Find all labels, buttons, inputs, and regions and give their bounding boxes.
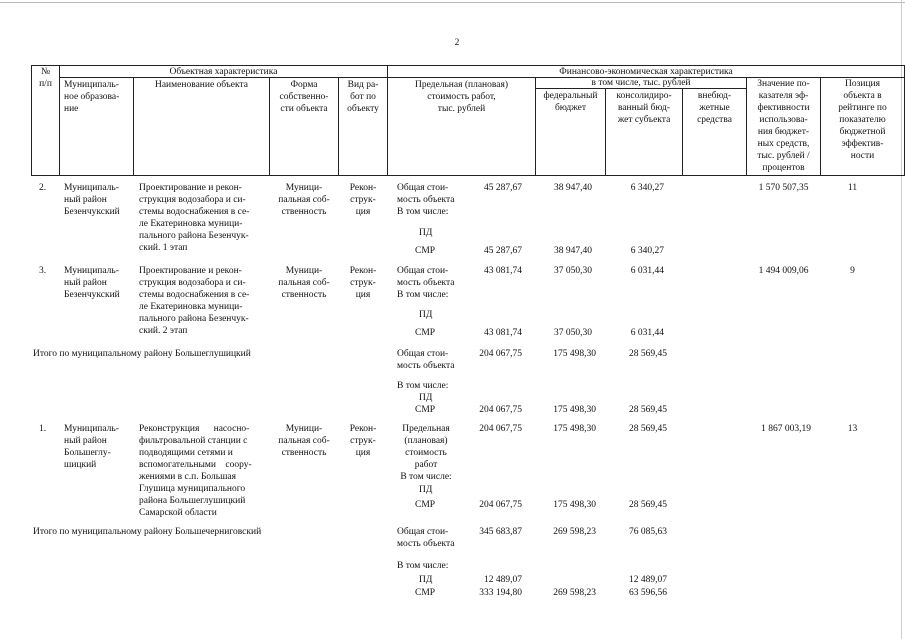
subtotal-consolidated: 76 085,63 [629, 527, 667, 537]
page-number: 2 [454, 38, 460, 48]
header-including: в том числе, тыс. рублей [591, 78, 691, 88]
subtotal-cost-label: Общая стои- мость объекта [397, 349, 455, 371]
row-work-type: Рекон- струк- ция [349, 183, 377, 217]
row-smr-total: 43 081,74 [484, 328, 522, 338]
row-pd-label: ПД [419, 485, 433, 495]
subtotal-smr-label: СМР [415, 405, 436, 415]
page-top-border [0, 2, 905, 3]
row-smr-total: 45 287,67 [484, 246, 522, 256]
subtotal-pd-consolidated: 12 489,07 [629, 575, 667, 585]
header-limit-cost: Предельная (плановая) стоимость работ, тыс. рублей [414, 80, 509, 114]
header-financial-characteristic: Финансово-экономическая характеристика [559, 67, 733, 77]
row-smr-federal: 38 947,40 [554, 246, 592, 256]
subtotal-smr-consolidated: 28 569,45 [629, 405, 667, 415]
header-object-characteristic: Объектная характеристика [169, 67, 278, 77]
row-pd-label: ПД [419, 228, 433, 238]
row-object-name: Проектирование и рекон- струкция водозабора и си- стемы водоснабжения в се- ле Екатериновка муници- пального района Безенчук- ский. 2 этап [139, 266, 250, 336]
subtotal-federal: 269 598,23 [553, 527, 596, 537]
row-federal: 175 498,30 [553, 424, 596, 434]
subtotal-consolidated: 28 569,45 [629, 349, 667, 359]
row-smr-total: 204 067,75 [479, 500, 522, 510]
row-work-type: Рекон- струк- ция [349, 266, 377, 300]
row-smr-label: СМР [415, 500, 436, 510]
subtotal-pd-total: 12 489,07 [484, 575, 522, 585]
row-num: 3. [39, 266, 47, 276]
row-municipality: Муниципаль- ный район Безенчукский [64, 183, 120, 217]
row-cost-label: Предельная (плановая) стоимость работ В том числе: [400, 424, 452, 482]
subtotal-total: 345 683,87 [479, 527, 522, 537]
header-object-name: Наименование объекта [154, 80, 248, 90]
row-num: 1. [39, 424, 47, 434]
subtotal-pd-label: ПД [419, 575, 433, 585]
row-consolidated: 6 031,44 [630, 266, 664, 276]
row-total: 204 067,75 [479, 424, 522, 434]
row-object-name: Реконструкция насосно- фильтровальной станции с подводящими сетями и вспомогательными соору- жениями в с.п. Большая Глушица муниципального района Большеглушицкий Самарской области [139, 424, 252, 518]
row-smr-label: СМР [415, 246, 436, 256]
row-total: 43 081,74 [484, 266, 522, 276]
header-efficiency-indicator: Значение по- казателя эф- фективности использова- ния бюджет- ных средств, тыс. рублей / процентов [757, 79, 810, 173]
row-federal: 37 050,30 [554, 266, 592, 276]
row-consolidated: 6 340,27 [630, 183, 664, 193]
row-rank: 11 [847, 183, 858, 193]
row-cost-label: Общая стои- мость объекта В том числе: [397, 266, 455, 300]
subtotal-smr-federal: 269 598,23 [553, 588, 596, 598]
row-indicator: 1 570 507,35 [758, 183, 809, 193]
header-consolidated-budget: консолидиро- ванный бюд- жет субъекта [616, 91, 672, 125]
row-ownership: Муници- пальная соб- ственность [278, 424, 330, 458]
row-ownership: Муници- пальная соб- ственность [278, 266, 330, 300]
subtotal-total: 204 067,75 [479, 349, 522, 359]
subtotal-cost-label: Общая стои- мость объекта [397, 527, 455, 549]
header-work-type: Вид ра- бот по объекту [347, 80, 379, 114]
row-rank: 13 [847, 424, 858, 434]
header-ownership: Форма собственно- сти объекта [279, 80, 329, 114]
subtotal-smr-federal: 175 498,30 [553, 405, 596, 415]
row-num: 2. [39, 183, 47, 193]
row-indicator: 1 494 009,06 [758, 266, 809, 276]
row-smr-federal: 175 498,30 [553, 500, 596, 510]
header-num: № п/п [39, 67, 52, 89]
subtotal-federal: 175 498,30 [553, 349, 596, 359]
row-consolidated: 28 569,45 [629, 424, 667, 434]
row-municipality: Муниципаль- ный район Большеглу- шицкий [64, 424, 119, 470]
header-federal-budget: федеральный бюджет [543, 91, 598, 113]
subtotal-smr-consolidated: 63 596,56 [629, 588, 667, 598]
subtotal-incl-label: В том числе: [397, 381, 449, 391]
row-object-name: Проектирование и рекон- струкция водозабора и си- стемы водоснабжения в се- ле Екатериновка муници- пального района Безенчук- ский. 1 этап [139, 183, 250, 253]
subtotal-smr-total: 333 194,80 [479, 588, 522, 598]
row-smr-consolidated: 28 569,45 [629, 500, 667, 510]
header-offbudget: внебюд- жетные средства [697, 91, 732, 125]
row-federal: 38 947,40 [554, 183, 592, 193]
subtotal-smr-label: СМР [415, 588, 436, 598]
subtotal-label: Итого по муниципальному району Большеглушицкий [33, 349, 251, 359]
row-smr-federal: 37 050,30 [554, 328, 592, 338]
row-ownership: Муници- пальная соб- ственность [278, 183, 330, 217]
subtotal-pd-label: ПД [419, 393, 433, 403]
row-smr-label: СМР [415, 328, 436, 338]
row-indicator: 1 867 003,19 [761, 424, 811, 434]
subtotal-label: Итого по муниципальному району Большечерниговский [33, 527, 262, 537]
row-total: 45 287,67 [484, 183, 522, 193]
row-work-type: Рекон- струк- ция [349, 424, 377, 458]
row-pd-label: ПД [419, 310, 433, 320]
row-cost-label: Общая стои- мость объекта В том числе: [397, 183, 455, 217]
header-rank: Позиция объекта в рейтинге по показателю бюджетной эффектив- ности [838, 79, 887, 161]
header-municipality: Муниципаль- ное образова- ние [64, 80, 120, 114]
row-rank: 9 [850, 266, 855, 276]
row-smr-consolidated: 6 031,44 [630, 328, 664, 338]
row-smr-consolidated: 6 340,27 [630, 246, 664, 256]
subtotal-smr-total: 204 067,75 [479, 405, 522, 415]
row-municipality: Муниципаль- ный район Безенчукский [64, 266, 120, 300]
subtotal-incl-label: В том числе: [397, 561, 449, 571]
